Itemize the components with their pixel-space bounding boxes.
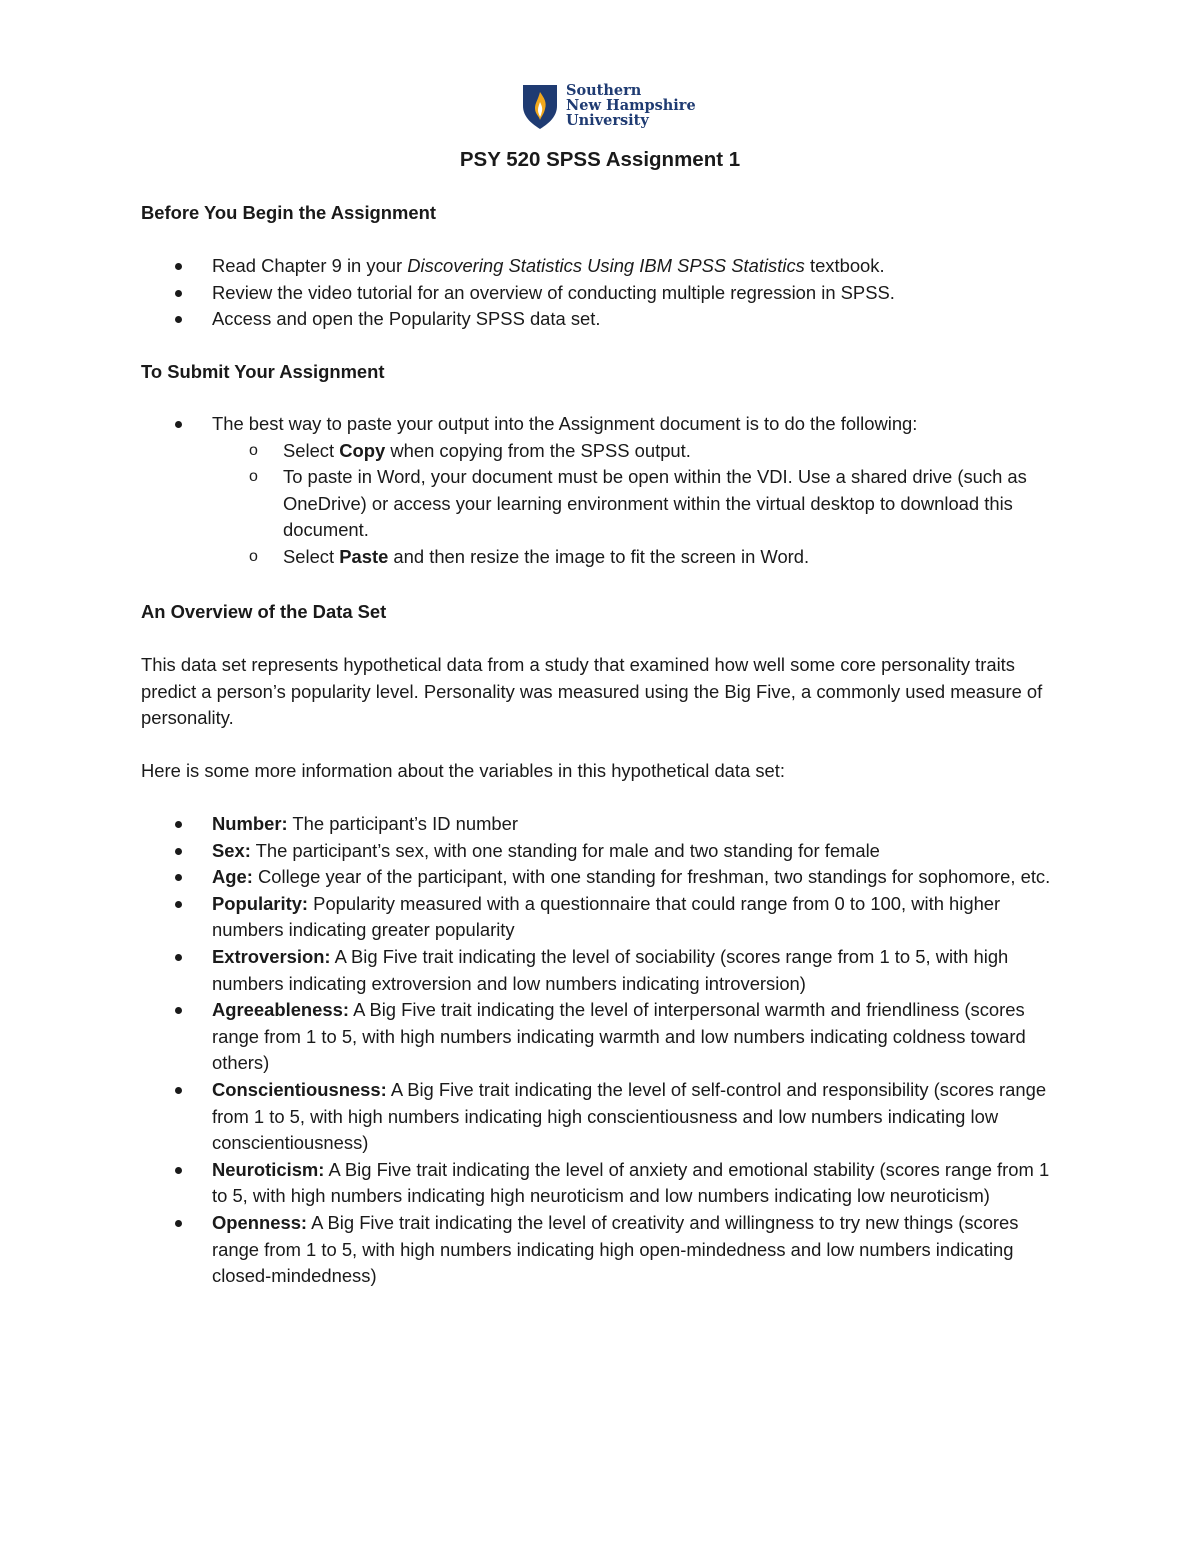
list-item	[141, 280, 1061, 307]
bullet-icon	[175, 1007, 182, 1014]
bullet-icon	[175, 1220, 182, 1227]
variable-name: Conscientiousness:	[212, 1078, 387, 1100]
list-item-text: Access and open the Popularity SPSS data set.	[212, 308, 601, 330]
variables-list	[141, 811, 1061, 1290]
logo-line-3: University	[566, 112, 649, 129]
sub-list-item	[212, 464, 1061, 544]
variable-item	[141, 864, 1061, 891]
variable-item	[141, 838, 1061, 865]
list-item-text: Select	[283, 439, 340, 461]
variable-item	[141, 997, 1061, 1077]
textbook-title: Discovering Statistics Using IBM SPSS Statistics	[407, 255, 805, 276]
before-begin-heading: Before You Begin the Assignment	[141, 202, 436, 223]
submit-list	[141, 411, 1061, 571]
variable-item	[141, 891, 1061, 944]
variable-name: Neuroticism:	[212, 1158, 325, 1180]
variable-desc: A Big Five trait indicating the level of creativity and willingness to try new things (scores range from 1 to 5, with high numbers indicating high open-mindedness and low numbers indicating closed-mindedness)	[212, 1211, 1019, 1287]
variable-name: Extroversion:	[212, 945, 331, 967]
list-item-text: and then resize the image to fit the screen in Word.	[388, 545, 810, 567]
bullet-icon	[175, 316, 182, 323]
submit-heading: To Submit Your Assignment	[141, 361, 385, 382]
list-item	[141, 306, 1061, 333]
bullet-icon	[175, 1087, 182, 1094]
sub-bullet-icon: o	[249, 468, 258, 486]
variable-item	[141, 1077, 1061, 1157]
variable-desc: A Big Five trait indicating the level of sociability (scores range from 1 to 5, with high numbers indicating extroversion and low numbers indicating introversion)	[212, 945, 1009, 994]
variable-desc: A Big Five trait indicating the level of anxiety and emotional stability (scores range from 1 to 5, with high numbers indicating high neuroticism and low numbers indicating low neuroticism)	[212, 1158, 1050, 1207]
bullet-icon	[175, 874, 182, 881]
logo-line-1: Southern	[566, 82, 642, 99]
paste-term: Paste	[339, 545, 389, 567]
variable-name: Popularity:	[212, 892, 309, 914]
bullet-icon	[175, 263, 182, 270]
list-item-text: when copying from the SPSS output.	[385, 439, 691, 461]
bullet-icon	[175, 954, 182, 961]
list-item	[141, 253, 1061, 280]
variable-desc: A Big Five trait indicating the level of interpersonal warmth and friendliness (scores range from 1 to 5, with high numbers indicating warmth and low numbers indicating coldness toward others)	[212, 999, 1026, 1074]
bullet-icon	[175, 421, 182, 428]
list-item-text: Read Chapter 9 in your	[212, 255, 408, 276]
overview-heading: An Overview of the Data Set	[141, 601, 387, 622]
bullet-icon	[175, 821, 182, 828]
list-item-text: To paste in Word, your document must be open within the VDI. Use a shared drive (such as OneDrive) or access your learning environment within the virtual desktop to download this document.	[283, 466, 1027, 541]
copy-term: Copy	[339, 439, 386, 461]
bullet-icon	[175, 901, 182, 908]
variable-item	[141, 1210, 1061, 1290]
variable-item	[141, 811, 1061, 838]
variable-name: Number:	[212, 813, 288, 834]
variable-desc: Popularity measured with a questionnaire that could range from 0 to 100, with higher numbers indicating greater popularity	[212, 892, 1001, 941]
variable-name: Sex:	[212, 839, 251, 861]
variable-name: Openness:	[212, 1211, 308, 1233]
variable-desc: The participant’s sex, with one standing for male and two standing for female	[250, 839, 880, 861]
variable-name: Agreeableness:	[212, 999, 349, 1021]
sub-bullet-icon: o	[249, 441, 258, 459]
page-title: PSY 520 SPSS Assignment 1	[459, 148, 741, 171]
list-item-text: textbook.	[804, 255, 885, 276]
bullet-icon	[175, 1167, 182, 1174]
list-item-text: The best way to paste your output into the Assignment document is to do the following:	[212, 413, 918, 434]
logo-line-2: New Hampshire	[566, 97, 696, 114]
variable-desc: The participant’s ID number	[287, 813, 518, 834]
logo-wordmark	[566, 83, 696, 128]
variable-desc: College year of the participant, with one standing for freshman, two standings for sophomore, etc.	[252, 866, 1051, 888]
variable-desc: A Big Five trait indicating the level of self-control and responsibility (scores range from 1 to 5, with high numbers indicating high conscientiousness and low numbers indicating low conscientiousness)	[212, 1078, 1047, 1154]
sub-list-item	[212, 544, 1061, 571]
variable-item	[141, 944, 1061, 997]
submit-sub-list	[212, 438, 1061, 571]
variable-name: Age:	[212, 866, 253, 888]
list-item-text: Select	[283, 545, 340, 567]
list-item-text: Review the video tutorial for an overview of conducting multiple regression in SPSS.	[212, 281, 895, 303]
university-logo	[520, 82, 696, 134]
overview-paragraph: This data set represents hypothetical data from a study that examined how well some core personality traits predict a person’s popularity level. Personality was measured using the Big Five, a commonly used measure of personality.	[141, 654, 1043, 729]
variable-item	[141, 1157, 1061, 1210]
sub-bullet-icon: o	[249, 547, 258, 565]
bullet-icon	[175, 848, 182, 855]
shield-flame-icon	[522, 84, 558, 130]
before-begin-list	[141, 253, 1061, 333]
sub-list-item	[212, 438, 1061, 465]
bullet-icon	[175, 290, 182, 297]
variables-intro: Here is some more information about the variables in this hypothetical data set:	[141, 760, 786, 781]
list-item	[141, 411, 1061, 571]
